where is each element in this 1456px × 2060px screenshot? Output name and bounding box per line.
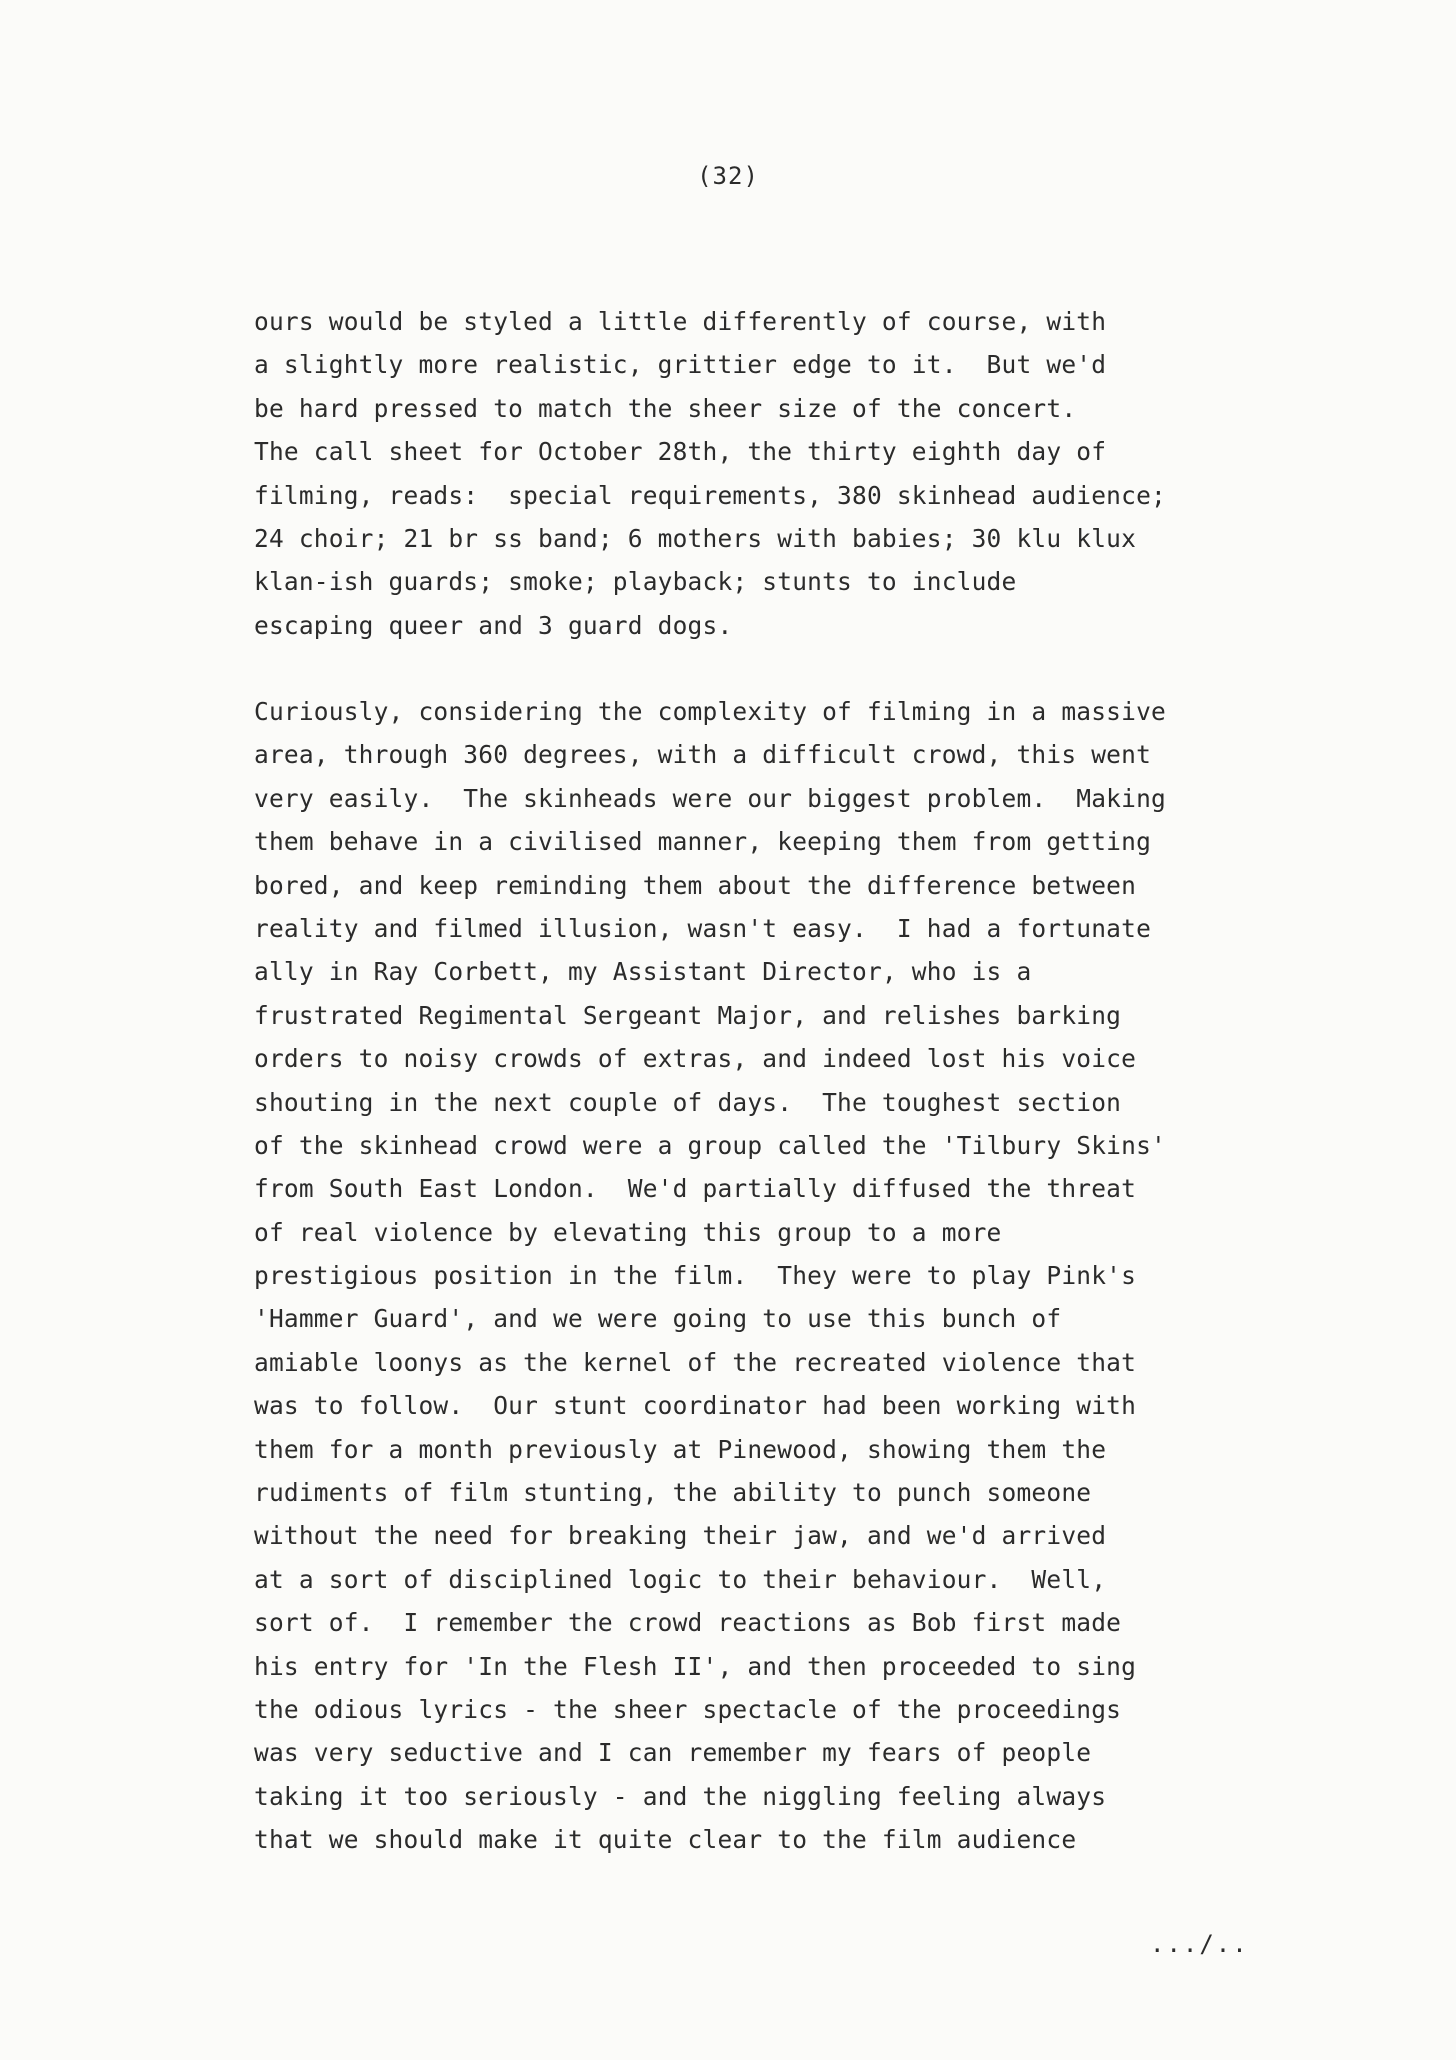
text-line: orders to noisy crowds of extras, and indeed lost his voice [254, 1044, 1137, 1074]
text-line: ally in Ray Corbett, my Assistant Director, who is a [254, 957, 1032, 987]
text-line: area, through 360 degrees, with a difficult crowd, this went [254, 740, 1152, 770]
text-line: sort of. I remember the crowd reactions as Bob first made [254, 1608, 1122, 1638]
text-line: rudiments of film stunting, the ability to punch someone [254, 1478, 1092, 1508]
text-line: them for a month previously at Pinewood, showing them the [254, 1434, 1107, 1464]
text-line: was to follow. Our stunt coordinator had been working with [254, 1391, 1137, 1421]
text-line: that we should make it quite clear to the film audience [254, 1825, 1077, 1855]
text-line: klan-ish guards; smoke; playback; stunts to include [254, 567, 1017, 597]
text-line: shouting in the next couple of days. The toughest section [254, 1087, 1122, 1117]
text-line: the odious lyrics - the sheer spectacle of the proceedings [254, 1694, 1122, 1724]
text-line: a slightly more realistic, grittier edge to it. But we'd [254, 350, 1107, 380]
text-line: Curiously, considering the complexity of filming in a massive [254, 697, 1166, 726]
text-line: from South East London. We'd partially diffused the threat [254, 1174, 1137, 1204]
text-line: very easily. The skinheads were our biggest problem. Making [254, 783, 1166, 813]
text-line: escaping queer and 3 guard dogs. [254, 610, 733, 640]
text-line: reality and filmed illusion, wasn't easy. I had a fortunate [254, 913, 1152, 943]
text-line: of the skinhead crowd were a group called the 'Tilbury Skins' [254, 1130, 1166, 1160]
text-line: prestigious position in the film. They were to play Pink's [254, 1261, 1137, 1291]
page-number: (32) [697, 162, 759, 190]
text-line: 'Hammer Guard', and we were going to use this bunch of [254, 1304, 1062, 1334]
text-line: 24 choir; 21 br ss band; 6 mothers with babies; 30 klu klux [254, 523, 1137, 553]
text-line: The call sheet for October 28th, the thirty eighth day of [254, 437, 1107, 467]
paragraph-1 [254, 300, 1434, 647]
text-line: his entry for 'In the Flesh II', and then proceeded to sing [254, 1651, 1137, 1681]
text-line: be hard pressed to match the sheer size of the concert. [254, 393, 1077, 423]
text-line: amiable loonys as the kernel of the recreated violence that [254, 1347, 1137, 1377]
text-line: frustrated Regimental Sergeant Major, and relishes barking [254, 1000, 1122, 1030]
text-line: of real violence by elevating this group to a more [254, 1217, 1002, 1247]
text-line: ours would be styled a little differently of course, with [254, 307, 1107, 336]
text-line: without the need for breaking their jaw, and we'd arrived [254, 1521, 1107, 1551]
text-line: at a sort of disciplined logic to their behaviour. Well, [254, 1564, 1107, 1594]
text-line: taking it too seriously - and the niggling feeling always [254, 1781, 1107, 1811]
text-line: filming, reads: special requirements, 380 skinhead audience; [254, 480, 1166, 510]
text-line: bored, and keep reminding them about the difference between [254, 870, 1137, 900]
paragraph-2 [254, 690, 1434, 1862]
continuation-mark: .../.. [1150, 1930, 1249, 1958]
text-line: them behave in a civilised manner, keeping them from getting [254, 827, 1152, 857]
text-line: was very seductive and I can remember my fears of people [254, 1738, 1092, 1768]
